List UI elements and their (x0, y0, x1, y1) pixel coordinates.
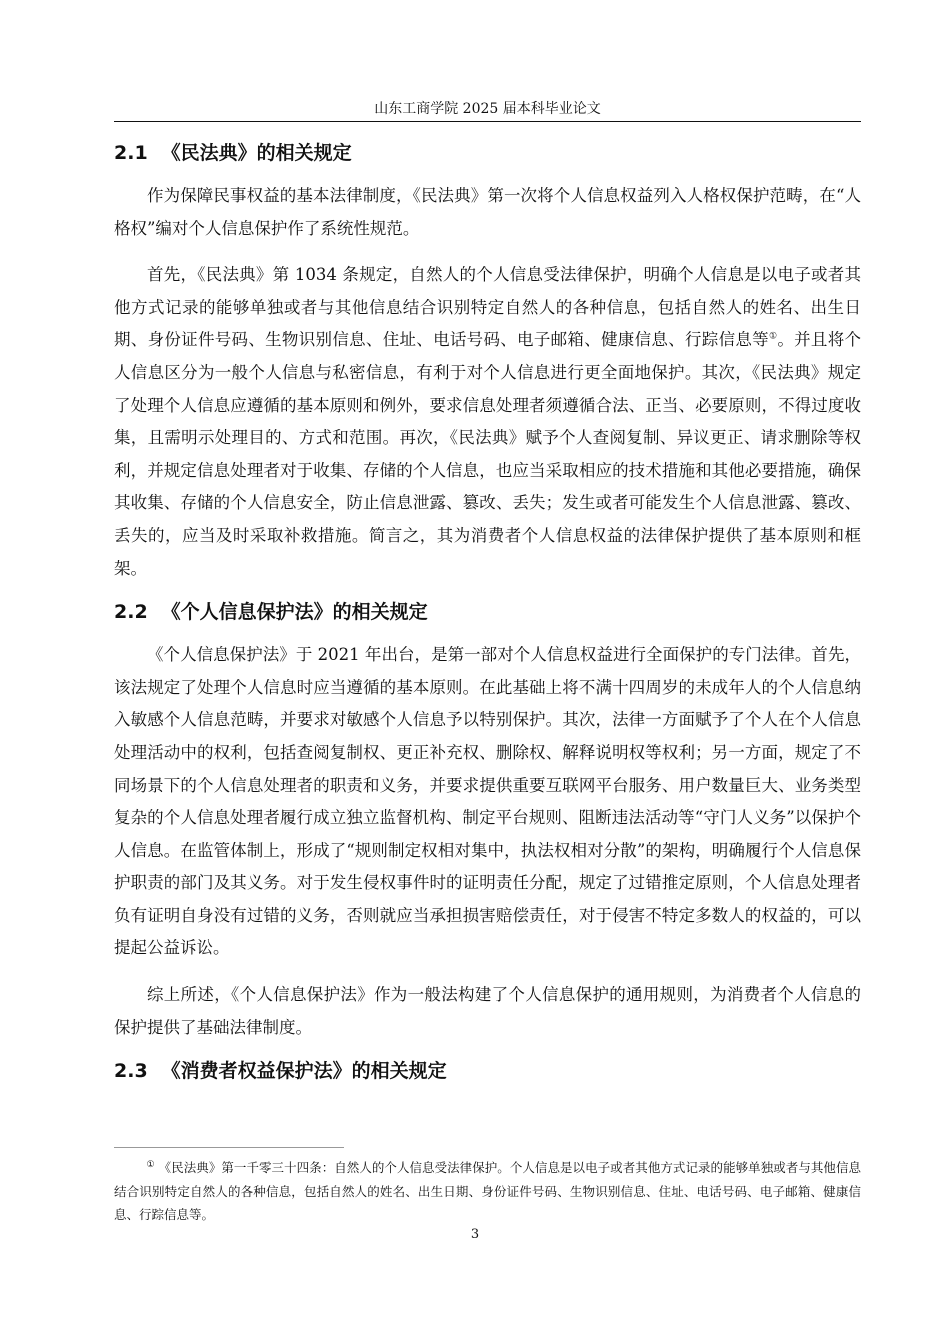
running-header (114, 100, 861, 122)
section-number: 2.1 (114, 142, 148, 164)
section-heading-2-1 (114, 140, 861, 166)
footnote-reference[interactable]: ① (768, 331, 778, 342)
paragraph: 《个人信息保护法》于 2021 年出台，是第一部对个人信息权益进行全面保护的专门法律。首先，该法规定了处理个人信息时应当遵循的基本原则。在此基础上将不满十四周岁的未成年人的个人信息纳入敏感个人信息范畴，并要求对敏感个人信息予以特别保护。其次，法律一方面赋予了个人在个人信息处理活动中的权利，包括查阅复制权、更正补充权、删除权、解释说明权等权利；另一方面，规定了不同场景下的个人信息处理者的职责和义务，并要求提供重要互联网平台服务、用户数量巨大、业务类型复杂的个人信息处理者履行成立独立监督机构、制定平台规则、阻断违法活动等“守门人义务”以保护个人信息。在监管体制上，形成了“规则制定权相对集中，执法权相对分散”的架构，明确履行个人信息保护职责的部门及其义务。对于发生侵权事件时的证明责任分配，规定了过错推定原则，个人信息处理者负有证明自身没有过错的义务，否则就应当承担损害赔偿责任，对于侵害不特定多数人的权益的，可以提起公益诉讼。 (114, 645, 861, 958)
section-title: 《民法典》的相关规定 (161, 142, 352, 164)
section-number: 2.3 (114, 1060, 148, 1083)
paragraph: 作为保障民事权益的基本法律制度，《民法典》第一次将个人信息权益列入人格权保护范畴，在“人格权”编对个人信息保护作了系统性规范。 (114, 186, 861, 238)
section-number: 2.2 (114, 601, 148, 624)
section-title: 《个人信息保护法》的相关规定 (161, 601, 428, 624)
footnote (114, 1156, 861, 1227)
section-title: 《消费者权益保护法》的相关规定 (161, 1060, 447, 1083)
page-number: 3 (470, 1227, 480, 1242)
footnote-marker: ① (146, 1159, 155, 1170)
section-heading-2-3 (114, 1058, 861, 1084)
footnote-divider (114, 1147, 344, 1148)
footnote-text: 《民法典》第一千零三十四条：自然人的个人信息受法律保护。个人信息是以电子或者其他方式记录的能够单独或者与其他信息结合识别特定自然人的各种信息，包括自然人的姓名、出生日期、身份证件号码、生物识别信息、住址、电话号码、电子邮箱、健康信息、行踪信息等。 (114, 1160, 861, 1222)
paragraph-text: 首先，《民法典》第 1034 条规定，自然人的个人信息受法律保护，明确个人信息是以电子或者其他方式记录的能够单独或者与其他信息结合识别特定自然人的各种信息，包括自然人的姓名、出生日期、身份证件号码、生物识别信息、住址、电话号码、电子邮箱、健康信息、行踪信息等 (114, 265, 861, 350)
page-body (114, 140, 861, 1098)
paragraph: 综上所述，《个人信息保护法》作为一般法构建了个人信息保护的通用规则，为消费者个人信息的保护提供了基础法律制度。 (114, 985, 861, 1037)
header-title: 山东工商学院 2025 届本科毕业论文 (374, 101, 601, 117)
section-heading-2-2 (114, 599, 861, 625)
paragraph-with-footnote (114, 259, 861, 585)
paragraph-text: 。并且将个人信息区分为一般个人信息与私密信息，有利于对个人信息进行更全面地保护。其次，《民法典》规定了处理个人信息应遵循的基本原则和例外，要求信息处理者须遵循合法、正当、必要原则，不得过度收集，且需明示处理目的、方式和范围。再次，《民法典》赋予个人查阅复制、异议更正、请求删除等权利，并规定信息处理者对于收集、存储的个人信息，也应当采取相应的技术措施和其他必要措施，确保其收集、存储的个人信息安全，防止信息泄露、篡改、丢失；发生或者可能发生个人信息泄露、篡改、丢失的，应当及时采取补救措施。简言之，其为消费者个人信息权益的法律保护提供了基本原则和框架。 (114, 330, 862, 578)
